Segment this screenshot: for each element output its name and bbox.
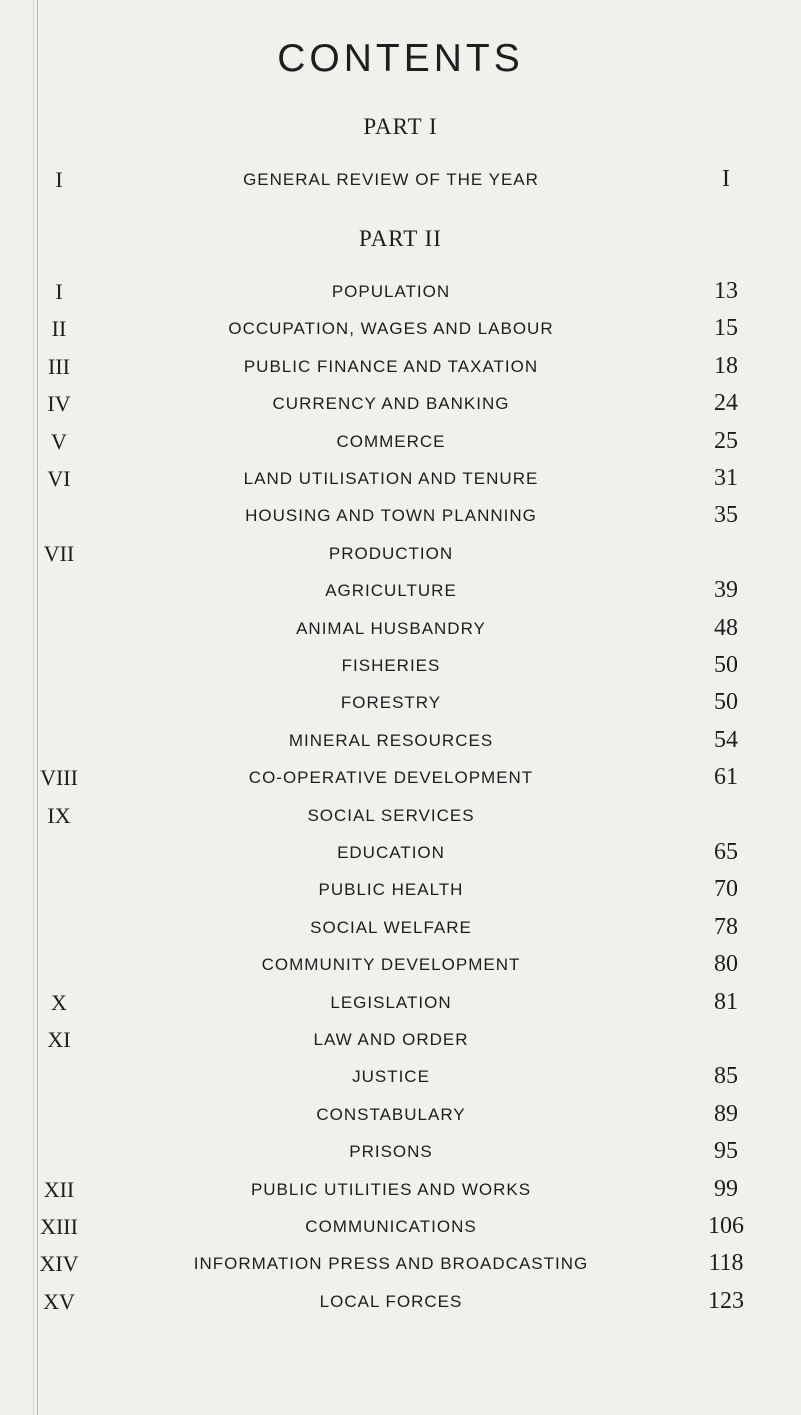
page-number: 18	[714, 352, 738, 379]
page-number: I	[722, 166, 730, 192]
entry-title: EDUCATION	[337, 843, 445, 862]
toc-entry	[0, 1027, 801, 1063]
toc-entry	[0, 541, 801, 577]
page-number: 50	[714, 689, 738, 716]
toc-entry	[0, 765, 801, 801]
entry-title: MINERAL RESOURCES	[288, 730, 494, 750]
toc-entry	[0, 1139, 801, 1175]
toc-entry	[0, 1064, 801, 1100]
chapter-number: VIII	[40, 765, 78, 791]
entry-title: SOCIAL SERVICES	[307, 805, 475, 825]
toc-entry	[0, 616, 801, 652]
toc-entry	[0, 1289, 801, 1325]
entry-title: CURRENCY AND BANKING	[272, 394, 510, 414]
toc-entry	[0, 1214, 801, 1250]
toc-entry	[0, 1102, 801, 1138]
page-number: 61	[714, 764, 738, 791]
entry-title: COMMERCE	[336, 431, 446, 451]
chapter-number: XI	[47, 1027, 71, 1052]
entry-title: OCCUPATION, WAGES AND LABOUR	[228, 319, 554, 339]
toc-entry	[0, 1251, 801, 1287]
entry-title: PRODUCTION	[328, 543, 454, 563]
entry-title: HOUSING AND TOWN PLANNING	[245, 506, 537, 526]
toc-entry	[0, 803, 801, 839]
entry-title: PRISONS	[349, 1142, 433, 1162]
chapter-number: IX	[47, 802, 71, 828]
page-number: 95	[714, 1138, 738, 1165]
entry-title: COMMUNICATIONS	[305, 1217, 477, 1236]
toc-entry	[0, 578, 801, 614]
toc-entry	[0, 316, 801, 352]
entry-title: FORESTRY	[340, 693, 442, 713]
toc-entry	[0, 1177, 801, 1213]
toc-entry	[0, 466, 801, 502]
page-title: CONTENTS	[277, 37, 524, 80]
toc-entry	[0, 503, 801, 539]
chapter-number: XIII	[40, 1214, 78, 1239]
entry-title: LEGISLATION	[330, 992, 452, 1012]
page-number: 89	[714, 1100, 738, 1127]
chapter-number: I	[55, 167, 63, 192]
page-number: 50	[714, 652, 738, 678]
chapter-number: XII	[43, 1176, 75, 1202]
chapter-number: II	[51, 316, 67, 342]
entry-title: GENERAL REVIEW OF THE YEAR	[243, 170, 539, 189]
chapter-number: III	[48, 353, 70, 379]
chapter-number: VII	[43, 540, 75, 566]
toc-entry	[0, 690, 801, 726]
page-number: 15	[714, 315, 738, 342]
entry-title: LOCAL FORCES	[319, 1291, 463, 1311]
entry-title: SOCIAL WELFARE	[310, 917, 472, 937]
page-number: 54	[714, 726, 738, 753]
toc-entry	[0, 840, 801, 876]
page-number: 48	[714, 614, 738, 641]
chapter-number: XIV	[39, 1251, 79, 1277]
page-number: 85	[714, 1063, 738, 1090]
entry-title: LAND UTILISATION AND TENURE	[243, 469, 539, 488]
chapter-number: XV	[43, 1288, 75, 1314]
chapter-number: IV	[47, 391, 71, 417]
page-number: 123	[708, 1287, 744, 1314]
toc-entry	[0, 952, 801, 988]
toc-entry	[0, 354, 801, 390]
page-number: 24	[714, 390, 738, 417]
page-number: 35	[714, 502, 738, 529]
page-number: 99	[714, 1175, 738, 1202]
toc-entry	[0, 167, 801, 203]
toc-entry	[0, 429, 801, 465]
page-number: 39	[714, 577, 738, 604]
entry-title: CONSTABULARY	[316, 1104, 466, 1124]
entry-title: FISHERIES	[341, 656, 441, 675]
toc-entry	[0, 915, 801, 951]
entry-title: CO-OPERATIVE DEVELOPMENT	[248, 768, 534, 788]
entry-title: COMMUNITY DEVELOPMENT	[261, 955, 521, 975]
toc-entry	[0, 728, 801, 764]
page-number: 106	[708, 1213, 744, 1239]
page-number: 118	[708, 1250, 744, 1277]
part-1-heading: PART I	[363, 114, 438, 139]
page-number: 25	[714, 427, 738, 454]
toc-entry	[0, 279, 801, 315]
entry-title: PUBLIC HEALTH	[318, 880, 464, 900]
page-number: 65	[714, 839, 738, 865]
entry-title: LAW AND ORDER	[313, 1030, 469, 1049]
chapter-number: VI	[47, 466, 71, 491]
page-number: 78	[714, 913, 738, 940]
entry-title: POPULATION	[331, 282, 451, 301]
page-number: 13	[714, 278, 738, 304]
page-number: 31	[714, 465, 738, 491]
page-number: 80	[714, 951, 738, 978]
page-number: 81	[714, 988, 738, 1015]
entry-title: AGRICULTURE	[325, 581, 457, 601]
page-number: 70	[714, 876, 738, 903]
entry-title: ANIMAL HUSBANDRY	[296, 618, 486, 638]
chapter-number: X	[51, 989, 67, 1015]
entry-title: JUSTICE	[352, 1067, 430, 1087]
part-2-heading: PART II	[359, 226, 442, 251]
entry-title: INFORMATION PRESS AND BROADCASTING	[193, 1254, 589, 1274]
chapter-number: I	[55, 279, 63, 304]
toc-entry	[0, 990, 801, 1026]
toc-entry	[0, 391, 801, 427]
entry-title: PUBLIC FINANCE AND TAXATION	[243, 356, 539, 376]
toc-entry	[0, 653, 801, 689]
toc-entry	[0, 877, 801, 913]
entry-title: PUBLIC UTILITIES AND WORKS	[250, 1179, 532, 1199]
chapter-number: V	[51, 428, 67, 454]
